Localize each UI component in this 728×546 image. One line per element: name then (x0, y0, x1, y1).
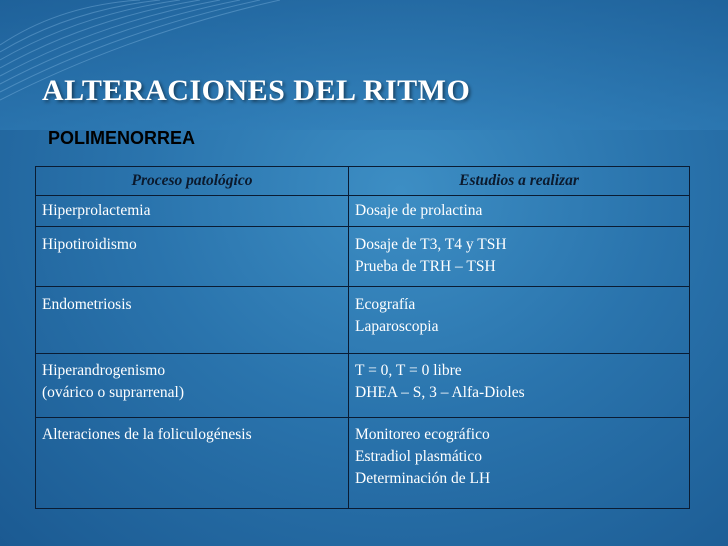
header-studies: Estudios a realizar (349, 167, 690, 196)
studies-cell (349, 227, 690, 287)
studies-cell (349, 287, 690, 354)
table-row (36, 227, 690, 287)
cell-text: Endometriosis (42, 296, 132, 313)
studies-cell (349, 354, 690, 418)
table-row (36, 196, 690, 227)
process-cell (36, 354, 349, 418)
slide-title: ALTERACIONES DEL RITMO (42, 74, 471, 107)
studies-table (35, 166, 690, 509)
table-row (36, 287, 690, 354)
cell-text: Ecografía (355, 296, 416, 313)
cell-text: Estradiol plasmático (355, 448, 482, 465)
process-cell (36, 287, 349, 354)
cell-text: Hiperandrogenismo (42, 362, 166, 379)
cell-text: Hiperprolactemia (42, 202, 151, 219)
table-row (36, 418, 690, 509)
cell-text: Prueba de TRH – TSH (355, 258, 496, 275)
studies-cell (349, 196, 690, 227)
studies-cell (349, 418, 690, 509)
decorative-swirl (0, 0, 728, 140)
cell-text: T = 0, T = 0 libre (355, 362, 462, 379)
header-process: Proceso patológico (36, 167, 349, 196)
process-cell (36, 227, 349, 287)
process-cell (36, 418, 349, 509)
cell-text: DHEA – S, 3 – Alfa-Dioles (355, 384, 525, 401)
cell-text: Monitoreo ecográfico (355, 426, 490, 443)
cell-text: (ovárico o suprarrenal) (42, 384, 185, 401)
cell-text: Laparoscopia (355, 318, 439, 335)
table-header-row (36, 167, 690, 196)
cell-text: Hipotiroidismo (42, 236, 137, 253)
cell-text: Dosaje de T3, T4 y TSH (355, 236, 507, 253)
process-cell (36, 196, 349, 227)
table-row (36, 354, 690, 418)
slide-subtitle: POLIMENORREA (48, 128, 196, 148)
cell-text: Determinación de LH (355, 470, 491, 487)
cell-text: Dosaje de prolactina (355, 202, 483, 219)
cell-text: Alteraciones de la foliculogénesis (42, 426, 252, 443)
